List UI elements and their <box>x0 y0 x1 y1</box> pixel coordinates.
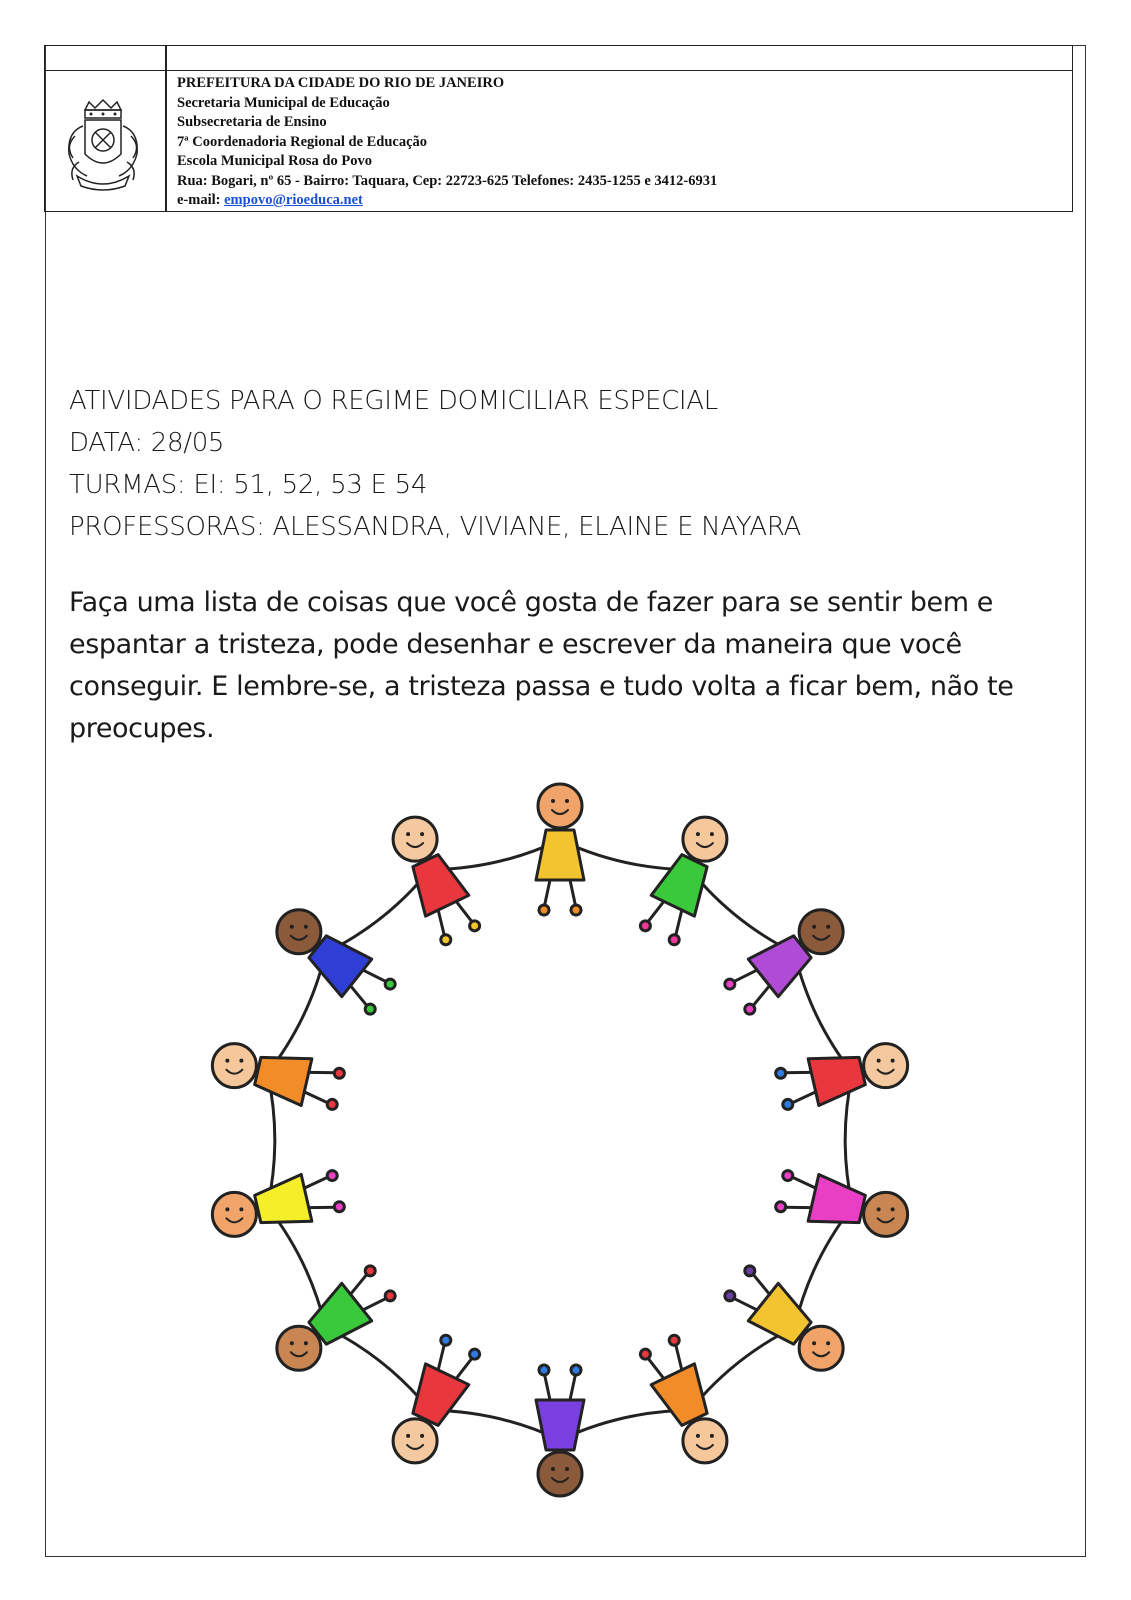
child-head <box>393 817 437 861</box>
child-shoe <box>640 921 650 931</box>
child-eye <box>551 1467 555 1471</box>
child-shoe <box>776 1068 786 1078</box>
child-eye <box>812 1341 816 1345</box>
child-eye <box>696 832 700 836</box>
child-head <box>538 784 582 828</box>
child-eye <box>239 1207 243 1211</box>
child-head <box>683 817 727 861</box>
child-shoe <box>745 1266 755 1276</box>
child-shoe <box>365 1266 375 1276</box>
header-city: PREFEITURA DA CIDADE DO RIO DE JANEIRO <box>177 75 505 91</box>
child-eye <box>406 832 410 836</box>
child-head <box>212 1192 256 1236</box>
child-head <box>799 1326 843 1370</box>
child-shoe <box>365 1004 375 1014</box>
child-shoe <box>725 1291 735 1301</box>
holding-arms <box>795 1207 853 1327</box>
activity-title: ATIVIDADES PARA O REGIME DOMICILIAR ESPECIAL <box>69 386 718 416</box>
header-address: Rua: Bogari, nº 65 - Bairro: Taquara, Cep: 22723-625 Telefones: 2435-1255 e 3412-6931 <box>177 172 718 189</box>
child-eye <box>877 1207 881 1211</box>
child-eye <box>290 925 294 929</box>
child-eye <box>891 1059 895 1063</box>
child-head <box>864 1044 908 1088</box>
child-shoe <box>745 1004 755 1014</box>
city-coat-of-arms-icon <box>55 96 151 196</box>
child-head <box>393 1419 437 1463</box>
child-shoe <box>539 905 549 915</box>
child-eye <box>406 1434 410 1438</box>
holding-arms <box>268 1207 326 1327</box>
activity-teachers: PROFESSORAS: ALESSANDRA, VIVIANE, ELAINE E NAYARA <box>69 512 802 542</box>
child-shoe <box>571 905 581 915</box>
child-shoe <box>571 1365 581 1375</box>
letterhead-text <box>177 74 1067 211</box>
instructions-text: Faça uma lista de coisas que você gosta de fazer para se sentir bem e espantar a tristeza, pode desenhar e escrever da maneira que você conseguir. E lembre-se, a tristeza passa e tudo volta a ficar bem, não te preocupes. <box>69 587 1014 744</box>
child-head <box>538 1452 582 1496</box>
child-shoe <box>669 935 679 945</box>
header-subsecretariat: Subsecretaria de Ensino <box>177 114 327 130</box>
child-body <box>255 1057 312 1105</box>
child-shoe <box>470 921 480 931</box>
child-body <box>808 1057 865 1105</box>
child-eye <box>225 1059 229 1063</box>
child-head <box>864 1192 908 1236</box>
header-school: Escola Municipal Rosa do Povo <box>177 153 372 169</box>
child-shoe <box>539 1365 549 1375</box>
child-eye <box>551 799 555 803</box>
child-eye <box>290 1341 294 1345</box>
child-shoe <box>776 1202 786 1212</box>
holding-arms <box>690 870 794 953</box>
child-eye <box>239 1059 243 1063</box>
child-eye <box>565 1467 569 1471</box>
child-shoe <box>385 1291 395 1301</box>
activity-date: DATA: 28/05 <box>69 428 225 458</box>
child-eye <box>710 1434 714 1438</box>
email-link[interactable]: empovo@rioeduca.net <box>224 192 363 208</box>
children-circle-illustration <box>175 755 955 1545</box>
child-shoe <box>669 1335 679 1345</box>
child-head <box>683 1419 727 1463</box>
header-secretariat: Secretaria Municipal de Educação <box>177 94 390 111</box>
child-head <box>277 1326 321 1370</box>
child-eye <box>812 925 816 929</box>
child-eye <box>826 925 830 929</box>
child-head <box>277 910 321 954</box>
letterhead-divider <box>165 46 167 211</box>
child-body <box>808 1174 865 1222</box>
child-shoe <box>640 1349 650 1359</box>
child-eye <box>304 1341 308 1345</box>
letterhead-top-row <box>45 46 1072 71</box>
header-email-line <box>177 191 1067 211</box>
child-shoe <box>327 1099 337 1109</box>
child-body <box>255 1174 312 1222</box>
holding-arms <box>325 870 429 953</box>
child-eye <box>420 832 424 836</box>
child-shoe <box>783 1099 793 1109</box>
child-eye <box>877 1059 881 1063</box>
activity-info <box>69 380 1069 548</box>
email-label: e-mail: <box>177 192 225 208</box>
holding-arms <box>690 1327 794 1410</box>
child-shoe <box>327 1171 337 1181</box>
holding-arms <box>325 1327 429 1410</box>
activity-classes: TURMAS: EI: 51, 52, 53 E 54 <box>69 470 428 500</box>
child-eye <box>304 925 308 929</box>
child-eye <box>826 1341 830 1345</box>
child-body <box>536 830 584 880</box>
child-shoe <box>385 979 395 989</box>
child-head <box>212 1044 256 1088</box>
child-eye <box>891 1207 895 1211</box>
child-shoe <box>470 1349 480 1359</box>
header-coordination: 7ª Coordenadoria Regional de Educação <box>177 133 428 150</box>
holding-arms <box>795 953 853 1073</box>
child-shoe <box>441 935 451 945</box>
child-eye <box>420 1434 424 1438</box>
child-eye <box>225 1207 229 1211</box>
child-shoe <box>334 1202 344 1212</box>
child-head <box>799 910 843 954</box>
child-eye <box>696 1434 700 1438</box>
child-shoe <box>334 1068 344 1078</box>
child-eye <box>565 799 569 803</box>
child-shoe <box>783 1171 793 1181</box>
letterhead <box>44 45 1073 212</box>
child-shoe <box>725 979 735 989</box>
holding-arms <box>268 953 326 1073</box>
child-body <box>536 1400 584 1450</box>
child-shoe <box>441 1335 451 1345</box>
child-eye <box>710 832 714 836</box>
